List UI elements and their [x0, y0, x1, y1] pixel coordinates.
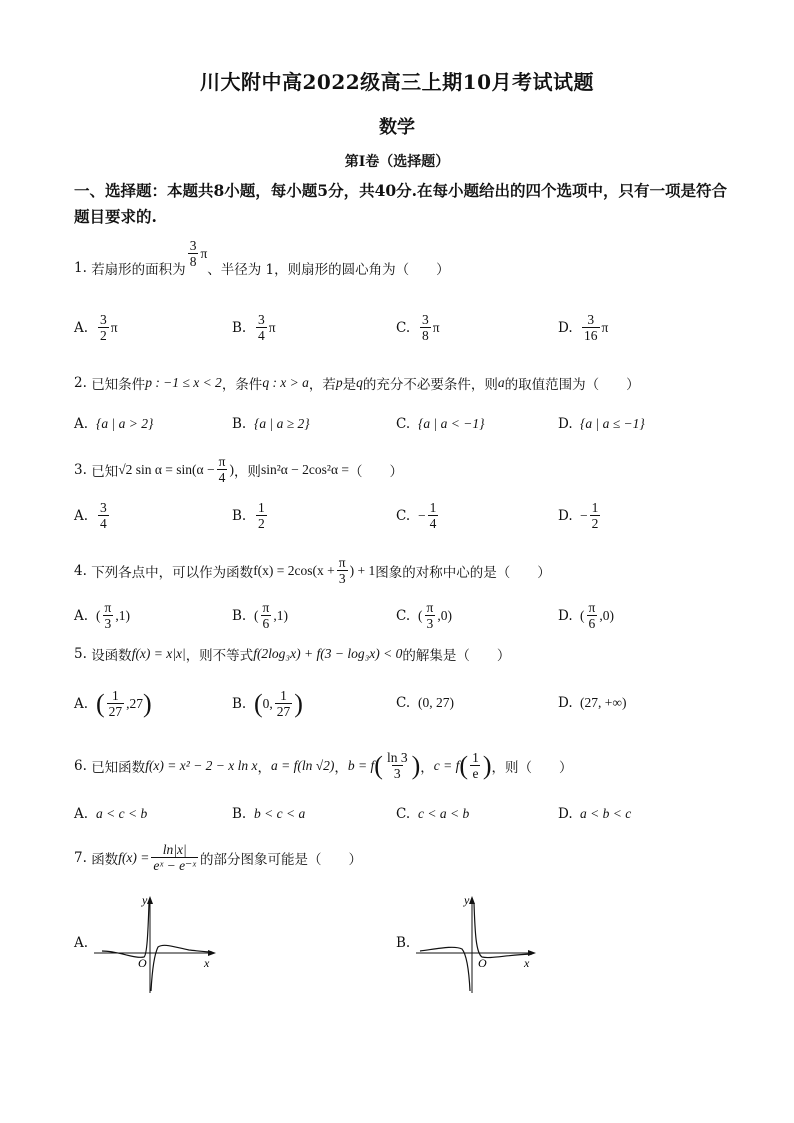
question-1: 1. 若扇形的面积为 $\frac{3}{8}$ π 、半径为 1，则扇形的圆心角为（ ）	[74, 238, 450, 278]
volume-title: 第Ⅰ卷（选择题）	[344, 154, 450, 170]
question-text: 若扇形的面积为	[91, 262, 186, 278]
option-5b[interactable]: B. ( 0, $\frac{1}{27}$ )	[232, 688, 303, 719]
fraction-three-eighths: $\frac{3}{8}$	[189, 238, 197, 269]
option-6d[interactable]: D. a < b < c	[558, 806, 632, 822]
option-4d[interactable]: D. ( $\frac{\pi}{6}$ ,0)	[558, 600, 614, 631]
option-3b[interactable]: B. $\frac{1}{2}$	[232, 500, 265, 531]
option-3c[interactable]: C. − $\frac{1}{4}$	[396, 500, 437, 531]
graph-b	[416, 893, 546, 993]
question-7: 7. 函数 f(x) = $\frac{\ln|x|}{\text{eˣ − e⁻ˣ}}$ 的部分图象可能是（ ）	[74, 842, 362, 873]
question-5: 5. 设函数 f(x) = x|x| ，则不等式 f(2log₃x) + f(3 − log₃x) < 0 的解集是（ ）	[74, 646, 511, 664]
option-3a[interactable]: A. $\frac{3}{4}$	[74, 500, 107, 531]
y-axis-label: y	[142, 893, 148, 907]
option-4a[interactable]: A. ( $\frac{\pi}{3}$ ,1)	[74, 600, 130, 631]
option-1a[interactable]: A. $\frac{3}{2}$ π	[74, 312, 118, 343]
origin-label: O	[138, 956, 147, 970]
option-1c[interactable]: C. $\frac{3}{8}$ π	[396, 312, 440, 343]
option-6b[interactable]: B. b < c < a	[232, 806, 306, 822]
option-6c[interactable]: C. c < a < b	[396, 806, 470, 822]
option-4b[interactable]: B. ( $\frac{\pi}{6}$ ,1)	[232, 600, 288, 631]
question-2: 2. 已知条件 p : −1 ≤ x < 2 ，条件 q : x > a ，若 p 是 q 的充分不必要条件，则 a 的取值范围为（ ）	[74, 375, 640, 393]
subject-title: 数学	[379, 117, 415, 138]
option-2a[interactable]: A. {a | a > 2}	[74, 416, 154, 432]
option-4c[interactable]: C. ( $\frac{\pi}{3}$ ,0)	[396, 600, 452, 631]
option-7a[interactable]: A.	[74, 935, 89, 951]
option-5c[interactable]: C. (0, 27)	[396, 695, 454, 711]
option-3d[interactable]: D. − $\frac{1}{2}$	[558, 500, 599, 531]
option-1b[interactable]: B. $\frac{3}{4}$ π	[232, 312, 276, 343]
option-6a[interactable]: A. a < c < b	[74, 806, 148, 822]
option-5d[interactable]: D. (27, +∞)	[558, 695, 627, 711]
question-3: 3. 已知 √2 sin α = sin(α − $\frac{\pi}{4}$ ) ，则 sin²α − 2cos²α = （ ）	[74, 454, 404, 485]
question-number: 1.	[74, 260, 87, 276]
question-6: 6. 已知函数 f(x) = x² − 2 − x ln x ， a = f(ln √2) ， b = f ( $\frac{\ln 3}{3}$ ) ， c = f ( $\frac{1}{e}$ ) ，则（ ）	[74, 750, 573, 781]
x-axis-label: x	[524, 956, 530, 970]
x-axis-label: x	[204, 956, 210, 970]
option-7b[interactable]: B.	[396, 935, 411, 951]
option-5a[interactable]: A. ( $\frac{1}{27}$ ,27 )	[74, 688, 152, 719]
option-1d[interactable]: D. $\frac{3}{16}$ π	[558, 312, 609, 343]
option-2d[interactable]: D. {a | a ≤ −1}	[558, 416, 645, 432]
question-4: 4. 下列各点中，可以作为函数 f(x) = 2cos(x + $\frac{\pi}{3}$ ) + 1 图象的对称中心的是（ ）	[74, 555, 551, 586]
y-axis-label: y	[464, 893, 470, 907]
option-2c[interactable]: C. {a | a < −1}	[396, 416, 485, 432]
origin-label: O	[478, 956, 487, 970]
option-2b[interactable]: B. {a | a ≥ 2}	[232, 416, 310, 432]
question-text: 、半径为 1，则扇形的圆心角为（ ）	[207, 262, 450, 278]
graph-a	[94, 893, 224, 993]
exam-title: 川大附中高2022级高三上期10月考试试题	[200, 70, 594, 94]
section-instructions: 一、选择题：本题共8小题，每小题5分，共40分.在每小题给出的四个选项中，只有一项是符合题目要求的.	[74, 181, 728, 226]
